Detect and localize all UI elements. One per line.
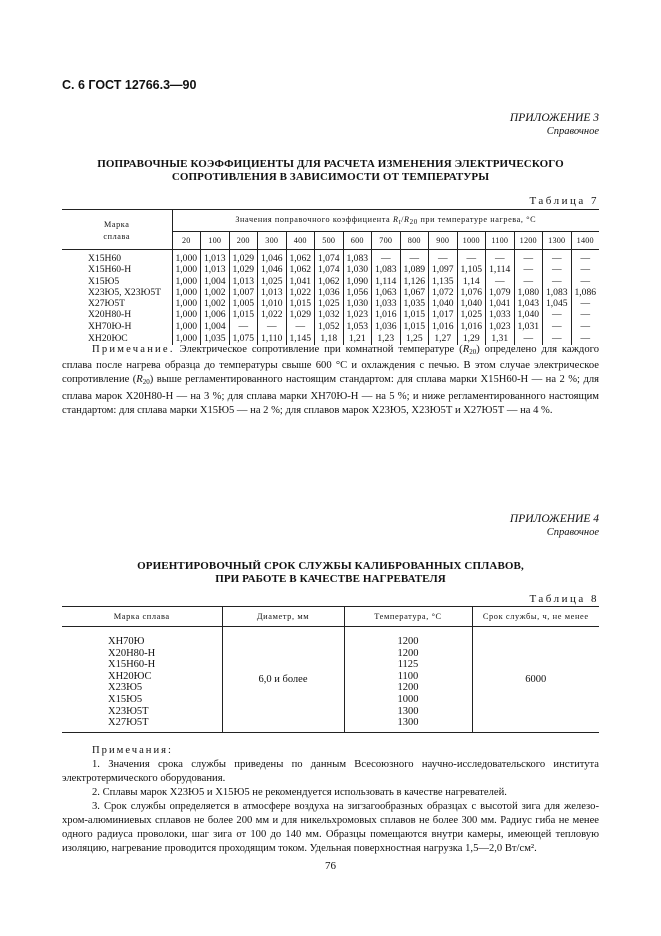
table-7: [62, 209, 599, 345]
brand-item: ХН70Ю: [108, 636, 145, 647]
temp-header: 1000: [457, 232, 486, 250]
coefficient-cell: 1,000: [172, 250, 201, 265]
table-8-brands-cell: [62, 627, 222, 733]
coefficient-cell: 1,089: [400, 264, 429, 275]
brand-item: ХН20ЮС: [108, 670, 152, 682]
table-row: [62, 250, 599, 265]
coefficient-cell: 1,000: [172, 298, 201, 309]
row-brand: ХН70Ю-Н: [62, 321, 172, 332]
coefficient-cell: 1,043: [514, 298, 543, 309]
table-row: [62, 276, 599, 287]
table-row: [62, 264, 599, 275]
coefficient-cell: 1,016: [372, 309, 401, 320]
coefficient-cell: —: [543, 332, 572, 345]
coefficient-cell: 1,015: [229, 309, 258, 320]
coefficient-cell: 1,000: [172, 309, 201, 320]
temperature-item: 1200: [397, 636, 419, 647]
coefficient-cell: —: [543, 321, 572, 332]
section-4-title: [62, 560, 599, 586]
coefficient-cell: —: [514, 332, 543, 345]
temp-header: 200: [229, 232, 258, 250]
row-brand: Х27Ю5Т: [62, 298, 172, 309]
temperature-item: 1125: [397, 659, 419, 671]
coefficient-cell: 1,000: [172, 332, 201, 345]
coefficient-cell: 1,040: [457, 298, 486, 309]
coefficient-cell: 1,000: [172, 264, 201, 275]
coefficient-cell: 1,067: [400, 287, 429, 298]
coefficient-cell: 1,040: [429, 298, 458, 309]
coefficient-cell: 1,033: [372, 298, 401, 309]
coefficient-cell: 1,27: [429, 332, 458, 345]
coefficient-cell: 1,025: [457, 309, 486, 320]
coefficient-cell: 1,029: [286, 309, 315, 320]
coefficient-cell: 1,023: [343, 309, 372, 320]
appendix-4-ref: Справочное: [546, 527, 599, 538]
note-text-2: ) определено для каждого сплава после нагрева образца до температуры свыше 600 °С и охлаждения с печью. В этом случае электрическое сопротивление (: [62, 344, 599, 386]
coefficient-cell: 1,053: [343, 321, 372, 332]
section-3-title: [62, 158, 599, 184]
coefficient-cell: 1,126: [400, 276, 429, 287]
coefficient-cell: 1,035: [201, 332, 230, 345]
coefficient-span-header: Значения поправочного коэффициента $R_t/R_{20}$ при температуре нагрева, °С: [172, 210, 599, 232]
coefficient-cell: —: [286, 321, 315, 332]
brand-column-header: [62, 210, 172, 250]
coefficient-cell: —: [229, 321, 258, 332]
temperature-item: 1000: [397, 693, 419, 705]
coefficient-cell: 1,062: [315, 276, 344, 287]
temp-header: 100: [201, 232, 230, 250]
temp-header: 600: [343, 232, 372, 250]
coefficient-cell: 1,076: [457, 287, 486, 298]
coefficient-cell: 1,063: [372, 287, 401, 298]
coefficient-cell: —: [514, 276, 543, 287]
coefficient-cell: 1,013: [229, 276, 258, 287]
coefficient-cell: 1,025: [258, 276, 287, 287]
section-4-title-line-2: ПРИ РАБОТЕ В КАЧЕСТВЕ НАГРЕВАТЕЛЯ: [215, 573, 446, 585]
appendix-3-title: ПРИЛОЖЕНИЕ 3: [509, 112, 599, 124]
coefficient-cell: 1,083: [343, 250, 372, 265]
brand-header-line-1: Марка: [104, 219, 130, 229]
note-2: 2. Сплавы марок Х23Ю5 и Х15Ю5 не рекомендуется использовать в качестве нагревателей.: [92, 787, 507, 798]
table-row: [62, 287, 599, 298]
coefficient-cell: 1,016: [457, 321, 486, 332]
row-brand: Х20Н80-Н: [62, 309, 172, 320]
coefficient-cell: 1,23: [372, 332, 401, 345]
brand-item: Х23Ю5Т: [108, 705, 149, 717]
coefficient-cell: 1,074: [315, 264, 344, 275]
coefficient-cell: —: [372, 250, 401, 265]
coefficient-cell: 1,032: [315, 309, 344, 320]
coefficient-cell: 1,090: [343, 276, 372, 287]
table-7-label: Таблица 7: [529, 195, 599, 207]
appendix-3-ref: Справочное: [546, 126, 599, 137]
section-3-title-line-1: ПОПРАВОЧНЫЕ КОЭФФИЦИЕНТЫ ДЛЯ РАСЧЕТА ИЗМЕНЕНИЯ ЭЛЕКТРИЧЕСКОГО: [97, 158, 564, 170]
appendix-4-title: ПРИЛОЖЕНИЕ 4: [509, 513, 599, 525]
coefficient-cell: 1,013: [258, 287, 287, 298]
coefficient-cell: —: [486, 276, 515, 287]
coefficient-cell: 1,025: [315, 298, 344, 309]
page-number: 76: [325, 860, 336, 872]
row-brand: Х15Н60: [62, 250, 172, 265]
coefficient-cell: 1,029: [229, 264, 258, 275]
coefficient-cell: 1,072: [429, 287, 458, 298]
coefficient-cell: 1,075: [229, 332, 258, 345]
table-row: [62, 321, 599, 332]
table-8-service-life-cell: 6000: [525, 673, 547, 685]
note-1: 1. Значения срока службы приведены по данным Всесоюзного научно-исследовательского института электротермического оборудования.: [62, 759, 599, 784]
temp-header: 20: [172, 232, 201, 250]
coefficient-cell: 1,036: [372, 321, 401, 332]
temperature-item: 1200: [397, 647, 419, 659]
table-8: [62, 606, 599, 733]
coefficient-cell: —: [543, 276, 572, 287]
coefficient-cell: 1,036: [315, 287, 344, 298]
coefficient-cell: —: [580, 253, 591, 264]
coefficient-cell: 1,000: [172, 321, 201, 332]
coefficient-cell: 1,18: [315, 332, 344, 345]
coefficient-cell: 1,135: [429, 276, 458, 287]
coefficient-cell: 1,083: [372, 264, 401, 275]
coefficient-cell: 1,040: [514, 309, 543, 320]
coefficient-cell: 1,086: [574, 286, 597, 298]
coefficient-cell: —: [543, 264, 572, 275]
coefficient-cell: 1,016: [429, 321, 458, 332]
coefficient-cell: —: [580, 320, 591, 332]
coefficient-cell: 1,21: [343, 332, 372, 345]
coefficient-cell: —: [457, 250, 486, 265]
coefficient-cell: —: [486, 250, 515, 265]
coefficient-cell: —: [580, 309, 591, 321]
coefficient-cell: 1,013: [201, 250, 230, 265]
coefficient-cell: 1,029: [229, 250, 258, 265]
coefficient-cell: 1,015: [286, 298, 315, 309]
table-8-header-temperature: Температура, °С: [344, 607, 472, 627]
appendix-3-heading: [510, 112, 599, 138]
coefficient-cell: —: [514, 264, 543, 275]
coefficient-cell: 1,017: [429, 309, 458, 320]
coefficient-cell: 1,114: [372, 276, 401, 287]
coefficient-cell: 1,31: [486, 332, 515, 345]
temp-header: 300: [258, 232, 287, 250]
row-brand: Х23Ю5, Х23Ю5Т: [62, 287, 172, 298]
coefficient-cell: —: [580, 264, 591, 276]
temperature-item: 1200: [397, 682, 419, 694]
appendix-4-heading: [510, 513, 599, 539]
coefficient-cell: —: [580, 275, 591, 287]
coefficient-cell: 1,097: [429, 264, 458, 275]
coefficient-cell: 1,035: [400, 298, 429, 309]
coefficient-cell: 1,004: [201, 321, 230, 332]
coefficient-cell: 1,29: [457, 332, 486, 345]
coefficient-cell: —: [429, 250, 458, 265]
note-3: 3. Срок службы определяется в атмосфере воздуха на зигзагообразных образцах с высотой зига для железо-хром-алюминиевых сплавов не более 200 мм и для никельхромовых сплавов не более 300 мм. Радиус гиба не менее одного радиуса проволоки, шаг зига от 100 до 140 мм. Образцы помещаются внутри камеры, имеющей тепловую изоляцию, нагревание проводится проходящим током. Удельная поверхностная нагрузка 1,5—2,0 Вт/см².: [62, 801, 599, 854]
coefficient-cell: 1,010: [258, 298, 287, 309]
coefficient-cell: 1,062: [286, 264, 315, 275]
note-head: Примечание.: [92, 344, 175, 355]
coefficient-cell: 1,007: [229, 287, 258, 298]
coefficient-cell: 1,005: [229, 298, 258, 309]
coefficient-cell: 1,030: [343, 298, 372, 309]
note-text-1: Электрическое сопротивление при комнатной температуре (: [174, 344, 463, 355]
section-4-title-line-1: ОРИЕНТИРОВОЧНЫЙ СРОК СЛУЖБЫ КАЛИБРОВАННЫХ СПЛАВОВ,: [137, 560, 524, 572]
table-8-header-service-life: Срок службы, ч, не менее: [472, 607, 599, 627]
table-8-header-brand: Марка сплава: [62, 607, 222, 627]
coefficient-cell: 1,074: [315, 250, 344, 265]
temp-header: 1200: [514, 232, 543, 250]
coefficient-cell: 1,110: [258, 332, 287, 345]
table-8-temperatures-cell: [344, 627, 472, 733]
coefficient-cell: 1,023: [486, 321, 515, 332]
coefficient-cell: 1,046: [258, 250, 287, 265]
coefficient-cell: —: [400, 250, 429, 265]
coefficient-cell: 1,041: [286, 276, 315, 287]
temp-header: 800: [400, 232, 429, 250]
brand-header-line-2: сплава: [103, 231, 131, 241]
coefficient-cell: 1,056: [343, 287, 372, 298]
row-brand: ХН20ЮС: [62, 332, 172, 345]
table-7-note: Примечание. Электрическое сопротивление при комнатной температуре $(R_{20})$ определено для каждого сплава после нагрева образца до температуры свыше 600 °С и охлаждения с печью. В этом случае электрическое сопротивление $(R_{20})$ выше регламентированного настоящим стандартом: для сплава марки Х15Н60-Н — на 2 %; для сплава марок Х20Н80-Н — на 3 %; для сплава марки ХН70Ю-Н — на 5 %; и ниже регламентированного настоящим стандартом: для сплава марки Х15Ю5 — на 2 %; для сплавов марок Х23Ю5, Х23Ю5Т и Х27Ю5Т — на 4 %.: [62, 344, 599, 416]
brand-item: Х15Н60-Н: [108, 659, 156, 671]
coefficient-cell: 1,015: [400, 309, 429, 320]
coefficient-cell: —: [543, 250, 572, 265]
table-row: [62, 309, 599, 320]
temperature-item: 1300: [397, 717, 419, 729]
brand-item: Х20Н80-Н: [108, 647, 156, 659]
brand-item: Х23Ю5: [108, 682, 143, 694]
coefficient-cell: 1,114: [486, 264, 515, 275]
coefficient-cell: —: [543, 309, 572, 320]
temperature-item: 1300: [397, 705, 419, 717]
coefficient-cell: 1,080: [514, 287, 543, 298]
table-row: [62, 298, 599, 309]
coefficient-cell: 1,105: [457, 264, 486, 275]
coefficient-cell: 1,013: [201, 264, 230, 275]
row-brand: Х15Н60-Н: [62, 264, 172, 275]
coefficient-cell: —: [580, 298, 591, 310]
coefficient-cell: 1,006: [201, 309, 230, 320]
temp-header: 400: [286, 232, 315, 250]
temp-header: 1100: [486, 232, 515, 250]
coefficient-cell: 1,041: [486, 298, 515, 309]
brand-item: Х15Ю5: [108, 693, 143, 705]
temperature-item: 1100: [397, 670, 419, 682]
coefficient-cell: 1,000: [172, 287, 201, 298]
temp-header: 900: [429, 232, 458, 250]
coefficient-cell: 1,000: [172, 276, 201, 287]
coefficient-cell: —: [580, 332, 591, 344]
coefficient-cell: 1,14: [457, 276, 486, 287]
coefficient-cell: 1,004: [201, 276, 230, 287]
coefficient-cell: 1,25: [400, 332, 429, 345]
coefficient-cell: —: [258, 321, 287, 332]
table-8-notes: [62, 744, 599, 856]
coefficient-cell: 1,052: [315, 321, 344, 332]
notes-head: Примечания:: [92, 745, 173, 756]
brand-item: Х27Ю5Т: [108, 717, 149, 729]
page-header: С. 6 ГОСТ 12766.3—90: [62, 78, 197, 92]
coefficient-cell: 1,022: [286, 287, 315, 298]
table-8-header-diameter: Диаметр, мм: [222, 607, 344, 627]
table-8-label: Таблица 8: [529, 593, 599, 605]
coefficient-cell: 1,002: [201, 287, 230, 298]
note-text-3: ) выше регламентированного настоящим стандартом: для сплава марки Х15Н60-Н — на 2 %; для сплава марок Х20Н80-Н — на 3 %; для сплава марки ХН70Ю-Н — на 5 %; и ниже регламентированного настоящим стандартом: для сплава марки Х15Ю5 — на 2 %; для сплавов марок Х23Ю5, Х23Ю5Т и Х27Ю5Т — на 4 %.: [62, 374, 599, 416]
coefficient-cell: 1,046: [258, 264, 287, 275]
section-3-title-line-2: СОПРОТИВЛЕНИЯ В ЗАВИСИМОСТИ ОТ ТЕМПЕРАТУРЫ: [171, 171, 490, 183]
coefficient-cell: 1,022: [258, 309, 287, 320]
coefficient-cell: 1,062: [286, 250, 315, 265]
row-brand: Х15Ю5: [62, 276, 172, 287]
temp-header: 500: [315, 232, 344, 250]
table-8-diameter-cell: 6,0 и более: [222, 627, 344, 733]
coefficient-cell: 1,145: [286, 332, 315, 345]
temp-header: 1300: [543, 232, 572, 250]
temp-header: 1400: [571, 232, 599, 250]
temp-header: 700: [372, 232, 401, 250]
coefficient-cell: 1,079: [486, 287, 515, 298]
coefficient-cell: 1,015: [400, 321, 429, 332]
coefficient-cell: 1,030: [343, 264, 372, 275]
coefficient-cell: —: [514, 250, 543, 265]
coefficient-cell: 1,045: [543, 298, 572, 309]
coefficient-cell: 1,002: [201, 298, 230, 309]
coefficient-cell: 1,083: [543, 287, 572, 298]
coefficient-cell: 1,031: [514, 321, 543, 332]
coefficient-cell: 1,033: [486, 309, 515, 320]
